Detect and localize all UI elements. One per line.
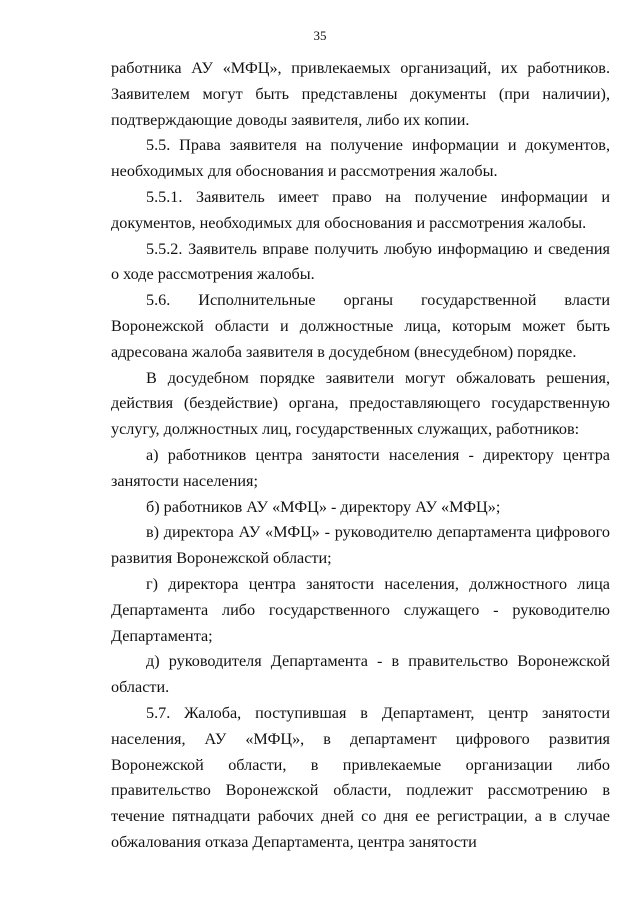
list-item-a: а) работников центра занятости населения - директору центра занятости населения; xyxy=(111,445,610,490)
document-body xyxy=(111,56,610,856)
paragraph-5-5-1: 5.5.1. Заявитель имеет право на получение информации и документов, необходимых для обоснования и рассмотрения жалобы. xyxy=(111,187,610,232)
paragraph-appeal-order: В досудебном порядке заявители могут обжаловать решения, действия (бездействие) органа, предоставляющего государственную услугу, должностных лиц, государственных служащих, работников: xyxy=(111,368,610,439)
paragraph-5-7: 5.7. Жалоба, поступившая в Департамент, центр занятости населения, АУ «МФЦ», в департамент цифрового развития Воронежской области, в привлекаемые организации либо правительство Воронежской области, подлежит рассмотрению в течение пятнадцати рабочих дней со дня ее регистрации, а в случае обжалования отказа Департамента, центра занятости xyxy=(111,703,610,851)
page-number: 35 xyxy=(313,28,327,43)
list-item-v: в) директора АУ «МФЦ» - руководителю департамента цифрового развития Воронежской области; xyxy=(111,523,610,568)
paragraph-continuation: работника АУ «МФЦ», привлекаемых организаций, их работников. Заявителем могут быть представлены документы (при наличии), подтверждающие доводы заявителя, либо их копии. xyxy=(111,59,610,129)
paragraph-5-6: 5.6. Исполнительные органы государственной власти Воронежской области и должностные лица, которым может быть адресована жалоба заявителя в досудебном (внесудебном) порядке. xyxy=(111,291,610,361)
paragraph-5-5: 5.5. Права заявителя на получение информации и документов, необходимых для обоснования и рассмотрения жалобы. xyxy=(111,136,610,181)
paragraph-5-5-2: 5.5.2. Заявитель вправе получить любую информацию и сведения о ходе рассмотрения жалобы. xyxy=(111,239,610,284)
list-item-d: д) руководителя Департамента - в правительство Воронежской области. xyxy=(111,652,610,697)
list-item-b: б) работников АУ «МФЦ» - директору АУ «МФЦ»; xyxy=(146,497,501,516)
list-item-g: г) директора центра занятости населения, должностного лица Департамента либо государственного служащего - руководителю Департамента; xyxy=(111,574,610,645)
